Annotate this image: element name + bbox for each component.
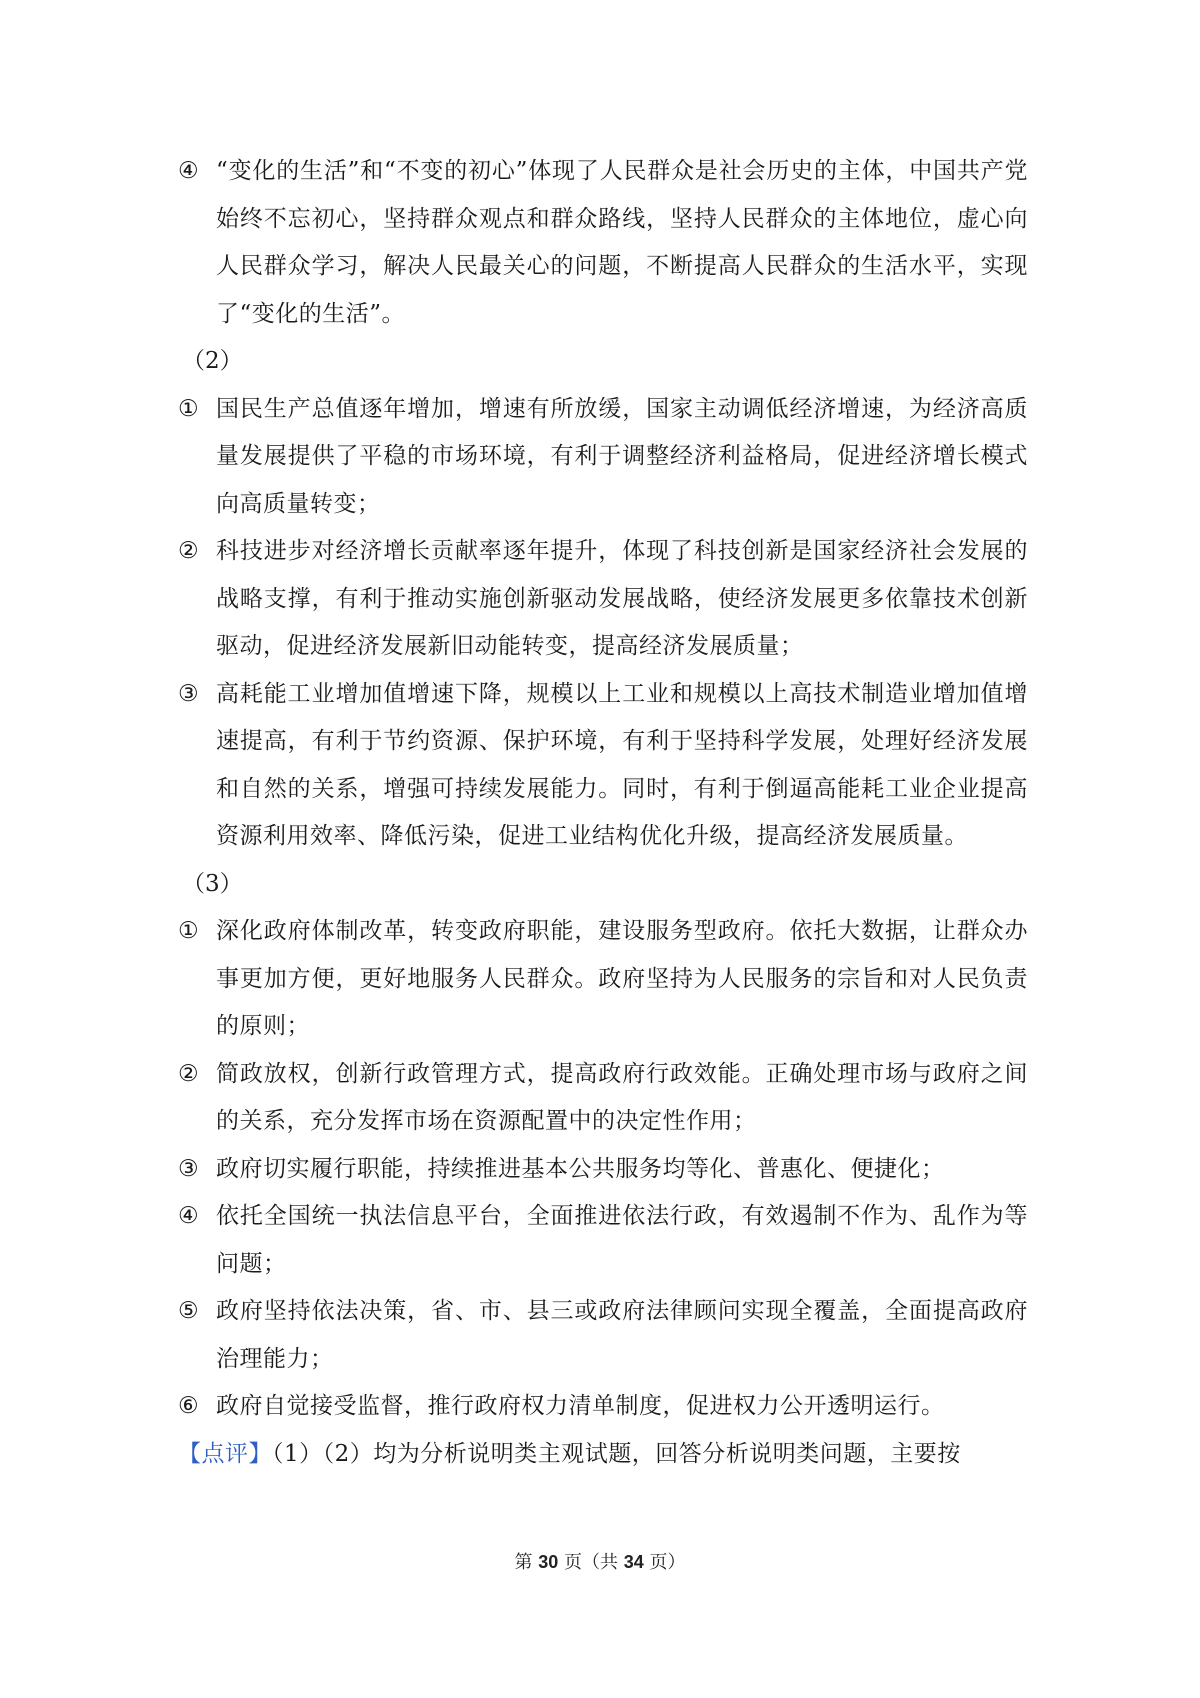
answer-item-1-4 <box>178 148 1028 338</box>
page-footer <box>0 1548 1200 1574</box>
item-marker: ③ <box>178 1155 200 1182</box>
review-tag: 【点评】 <box>178 1440 272 1467</box>
item-text: 政府坚持依法决策，省、市、县三或政府法律顾问实现全覆盖，全面提高政府治理能力； <box>216 1298 1028 1372</box>
item-marker: ① <box>178 918 200 944</box>
item-marker: ① <box>178 395 200 422</box>
review-text: （1）（2）均为分析说明类主观试题，回答分析说明类问题，主要按 <box>272 1440 961 1467</box>
item-marker: ② <box>178 1060 200 1087</box>
item-marker: ④ <box>178 158 200 184</box>
current-page-number: 30 <box>538 1552 559 1572</box>
answer-item-3-5 <box>178 1288 1028 1383</box>
item-text: 深化政府体制改革，转变政府职能，建设服务型政府。依托大数据，让群众办事更加方便，更好地服务人民群众。政府坚持为人民服务的宗旨和对人民负责的原则； <box>216 918 1028 1039</box>
section-label-3: （3） <box>182 870 243 897</box>
item-marker: ⑤ <box>178 1298 200 1324</box>
item-text: 高耗能工业增加值增速下降，规模以上工业和规模以上高技术制造业增加值增速提高，有利于节约资源、保护环境，有利于坚持科学发展，处理好经济发展和自然的关系，增强可持续发展能力。同时，有利于倒逼高能耗工业企业提高资源利用效率、降低污染，促进工业结构优化升级，提高经济发展质量。 <box>216 680 1028 849</box>
total-page-number: 34 <box>623 1552 644 1572</box>
footer-middle: 页（共 <box>558 1552 624 1573</box>
item-text: 简政放权，创新行政管理方式，提高政府行政效能。正确处理市场与政府之间的关系，充分发挥市场在资源配置中的决定性作用； <box>216 1060 1028 1134</box>
item-text: 依托全国统一执法信息平台，全面推进依法行政，有效遏制不作为、乱作为等问题； <box>216 1203 1028 1277</box>
item-text: 科技进步对经济增长贡献率逐年提升，体现了科技创新是国家经济社会发展的战略支撑，有利于推动实施创新驱动发展战略，使经济发展更多依靠技术创新驱动，促进经济发展新旧动能转变，提高经济发展质量； <box>216 538 1028 659</box>
answer-content <box>178 148 1028 1478</box>
answer-item-3-6 <box>178 1383 1028 1431</box>
answer-item-3-1 <box>178 908 1028 1051</box>
review-paragraph <box>178 1431 1028 1479</box>
item-text: 国民生产总值逐年增加，增速有所放缓，国家主动调低经济增速，为经济高质量发展提供了平稳的市场环境，有利于调整经济利益格局，促进经济增长模式向高质量转变； <box>216 395 1028 517</box>
item-marker: ③ <box>178 680 200 707</box>
answer-item-3-3 <box>178 1146 1028 1194</box>
footer-prefix: 第 <box>514 1552 539 1573</box>
answer-item-2-1 <box>178 386 1028 529</box>
item-text: 政府自觉接受监督，推行政府权力清单制度，促进权力公开透明运行。 <box>216 1393 945 1419</box>
item-text: “变化的生活”和“不变的初心”体现了人民群众是社会历史的主体，中国共产党始终不忘初心，坚持群众观点和群众路线，坚持人民群众的主体地位，虚心向人民群众学习，解决人民最关心的问题，不断提高人民群众的生活水平，实现了“变化的生活”。 <box>216 158 1028 327</box>
item-marker: ⑥ <box>178 1393 200 1419</box>
answer-item-2-3 <box>178 671 1028 861</box>
section-label-2: （2） <box>182 348 243 374</box>
answer-item-3-2 <box>178 1051 1028 1146</box>
answer-item-3-4 <box>178 1193 1028 1288</box>
item-marker: ② <box>178 538 200 564</box>
item-text: 政府切实履行职能，持续推进基本公共服务均等化、普惠化、便捷化； <box>216 1155 945 1182</box>
item-marker: ④ <box>178 1203 200 1229</box>
footer-suffix: 页） <box>643 1552 686 1573</box>
answer-item-2-2 <box>178 528 1028 671</box>
